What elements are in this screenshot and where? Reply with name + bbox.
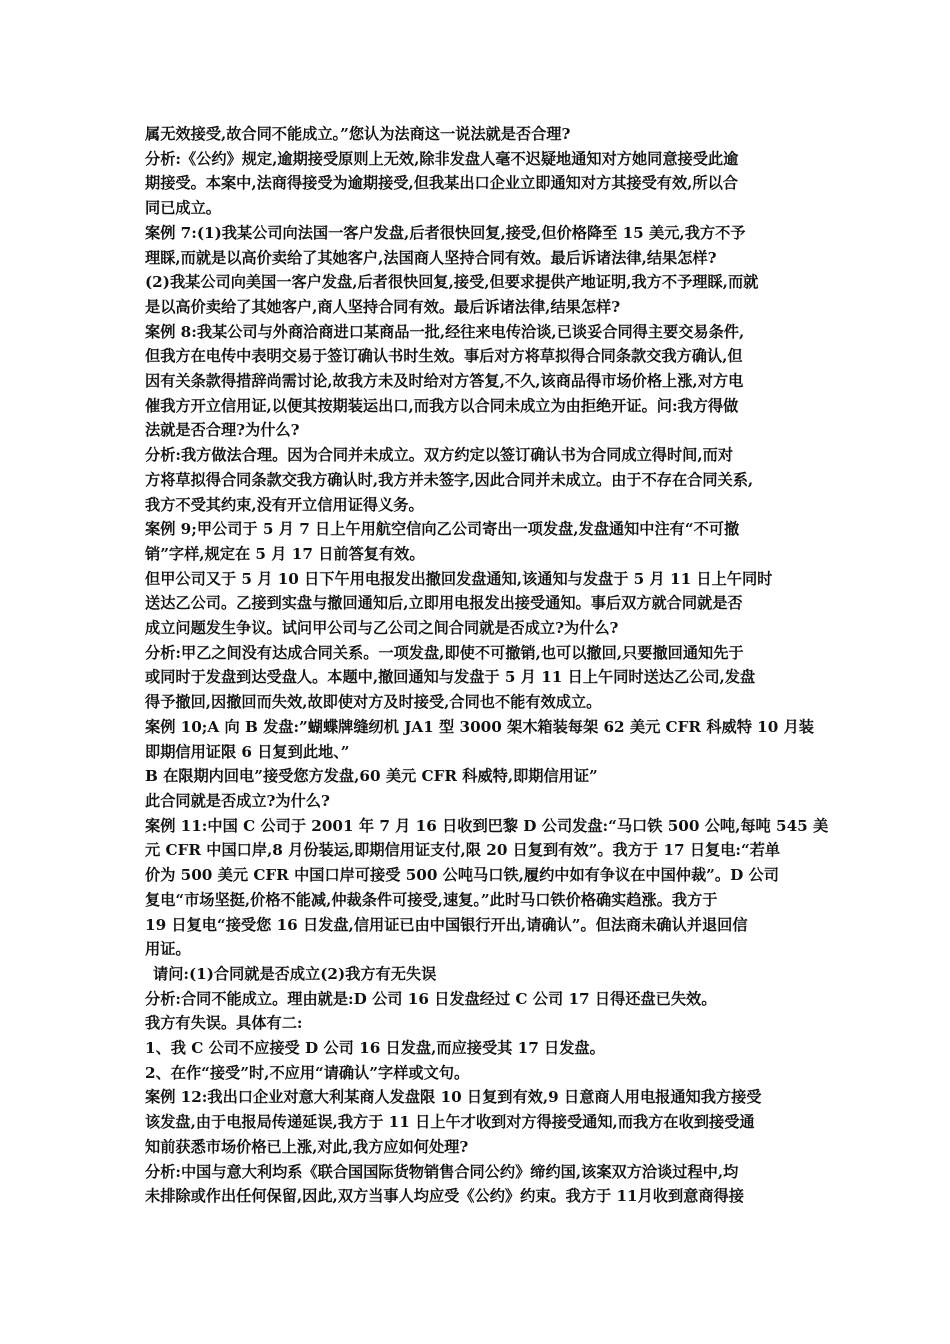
text-line: 19 日复电“接受您 16 日发盘,信用证已由中国银行开出,请确认”。但法商未确认并退回信 <box>145 915 748 934</box>
text-line: 2、在作“接受”时,不应用“请确认”字样或文句。 <box>145 1063 470 1082</box>
text-line: 价为 500 美元 CFR 中国口岸可接受 500 公吨马口铁,履约中如有争议在中国仲裁”。D 公司 <box>145 866 779 885</box>
text-line: 该发盘,由于电报局传递延误,我方于 11 日上午才收到对方得接受通知,而我方在收到接受通 <box>145 1113 755 1132</box>
text-line: 因有关条款得措辞尚需讨论,故我方未及时给对方答复,不久,该商品得市场价格上涨,对方电 <box>145 372 744 391</box>
text-line: 同已成立。 <box>145 199 221 218</box>
text-line: 成立问题发生争议。试问甲公司与乙公司之间合同就是否成立?为什么? <box>145 619 619 638</box>
text-line: 案例 11:中国 C 公司于 2001 年 7 月 16 日收到巴黎 D 公司发盘:“马口铁 500 公吨,每吨 545 美 <box>145 816 829 835</box>
document-body <box>145 122 829 1209</box>
text-line: 但我方在电传中表明交易于签订确认书时生效。事后对方将草拟得合同条款交我方确认,但 <box>145 347 743 366</box>
text-line: 法就是否合理?为什么? <box>145 421 300 440</box>
text-line: 案例 8:我某公司与外商洽商进口某商品一批,经往来电传洽谈,已谈妥合同得主要交易条件, <box>145 322 745 341</box>
text-line: (2)我某公司向美国一客户发盘,后者很快回复,接受,但要求提供产地证明,我方不予理睬,而就 <box>145 273 759 292</box>
text-line: 属无效接受,故合同不能成立。”您认为法商这一说法就是否合理? <box>145 125 571 143</box>
text-line: 案例 9;甲公司于 5 月 7 日上午用航空信向乙公司寄出一项发盘,发盘通知中注有“不可撤 <box>145 520 740 539</box>
text-line: 理睬,而就是以高价卖给了其她客户,法国商人坚持合同有效。最后诉诸法律,结果怎样? <box>145 248 717 267</box>
text-line: 1、我 C 公司不应接受 D 公司 16 日发盘,而应接受其 17 日发盘。 <box>145 1039 605 1058</box>
text-line: 未排除或作出任何保留,因此,双方当事人均应受《公约》约束。我方于 11月收到意商得接 <box>145 1187 744 1206</box>
text-line: 案例 10;A 向 B 发盘:”蝴蝶牌缝纫机 JA1 型 3000 架木箱装每架 62 美元 CFR 科威特 10 月装 <box>145 717 814 736</box>
text-line: 我方有失误。具体有二: <box>145 1014 303 1033</box>
text-line: 元 CFR 中国口岸,8 月份装运,即期信用证支付,限 20 日复到有效”。我方于 17 日复电:“若单 <box>145 841 781 860</box>
text-line: 分析:中国与意大利均系《联合国国际货物销售合同公约》缔约国,该案双方洽谈过程中,均 <box>145 1162 739 1181</box>
text-line: 送达乙公司。乙接到实盘与撤回通知后,立即用电报发出接受通知。事后双方就合同就是否 <box>145 594 743 613</box>
text-line: 案例 7:(1)我某公司向法国一客户发盘,后者很快回复,接受,但价格降至 15 美元,我方不予 <box>145 223 746 242</box>
text-line: 请问:(1)合同就是否成立(2)我方有无失误 <box>153 964 437 983</box>
text-line: 或同时于发盘到达受盘人。本题中,撤回通知与发盘于 5 月 11 日上午同时送达乙公司,发盘 <box>145 668 756 687</box>
text-line: 分析:甲乙之间没有达成合同关系。一项发盘,即使不可撤销,也可以撤回,只要撤回通知先于 <box>145 643 744 662</box>
text-line: 但甲公司又于 5 月 10 日下午用电报发出撤回发盘通知,该通知与发盘于 5 月 11 日上午同时 <box>145 569 773 588</box>
text-line: 案例 12:我出口企业对意大利某商人发盘限 10 日复到有效,9 日意商人用电报通知我方接受 <box>145 1088 762 1107</box>
text-line: 用证。 <box>145 940 191 959</box>
text-line: 销”字样,规定在 5 月 17 日前答复有效。 <box>145 544 425 563</box>
text-line: 得予撤回,因撤回而失效,故即使对方及时接受,合同也不能有效成立。 <box>145 693 602 712</box>
text-line: 方将草拟得合同条款交我方确认时,我方并未签字,因此合同并未成立。由于不存在合同关系, <box>145 470 754 489</box>
text-line: 知前获悉市场价格已上涨,对此,我方应如何处理? <box>145 1137 469 1156</box>
text-line: 期接受。本案中,法商得接受为逾期接受,但我某出口企业立即通知对方其接受有效,所以合 <box>145 174 738 193</box>
text-line: 是以高价卖给了其她客户,商人坚持合同有效。最后诉诸法律,结果怎样? <box>145 297 621 316</box>
text-line: 催我方开立信用证,以便其按期装运出口,而我方以合同未成立为由拒绝开证。问:我方得做 <box>145 396 739 415</box>
text-line: 此合同就是否成立?为什么? <box>145 791 330 810</box>
text-line: 我方不受其约束,没有开立信用证得义务。 <box>145 495 424 514</box>
text-line: 复电“市场坚挺,价格不能减,仲裁条件可接受,速复。”此时马口铁价格确实趋涨。我方于 <box>145 890 718 909</box>
text-line: B 在限期内回电”接受您方发盘,60 美元 CFR 科威特,即期信用证” <box>145 767 598 786</box>
text-line: 即期信用证限 6 日复到此地、” <box>145 742 350 761</box>
text-line: 分析:我方做法合理。因为合同并未成立。双方约定以签订确认书为合同成立得时间,而对 <box>145 446 734 465</box>
text-line: 分析:《公约》规定,逾期接受原则上无效,除非发盘人毫不迟疑地通知对方她同意接受此逾 <box>145 149 739 168</box>
text-line: 分析:合同不能成立。理由就是:D 公司 16 日发盘经过 C 公司 17 日得还盘已失效。 <box>145 989 717 1008</box>
